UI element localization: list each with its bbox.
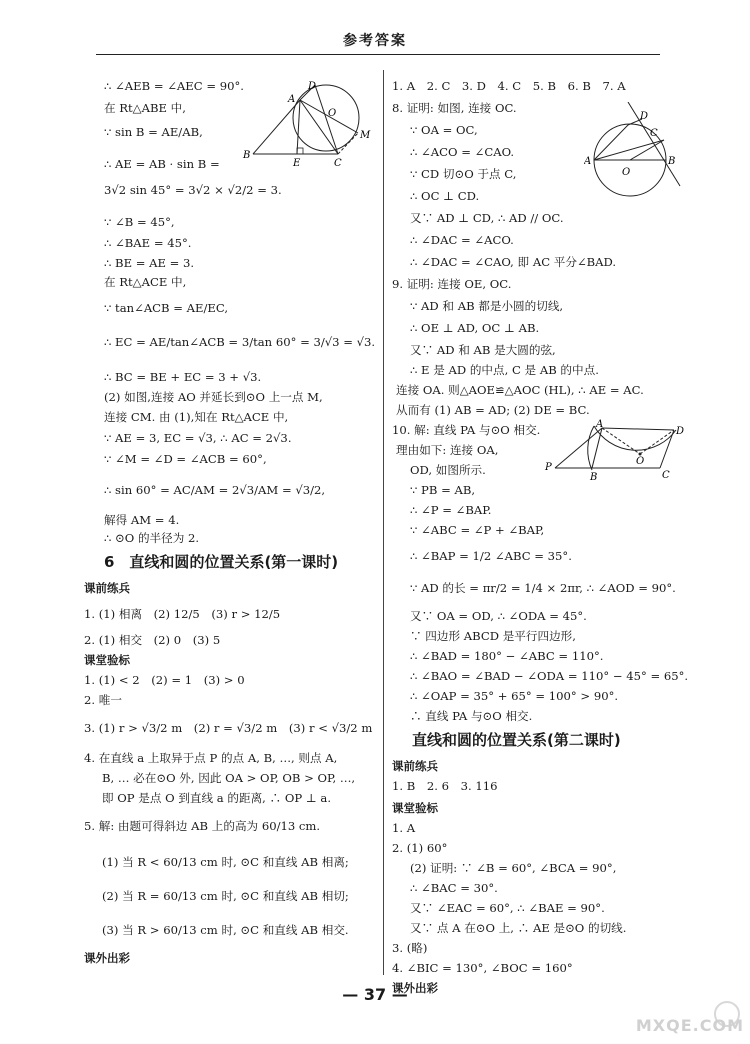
fig2-label-C: C [650,128,658,139]
text-line: 5. 解: 由题可得斜边 AB 上的高为 60/13 cm. [84,819,321,833]
text-line: 10. 解: 直线 PA 与⊙O 相交. [392,423,541,437]
fig1-label-E: E [293,158,301,169]
text-line: 1. B 2. 6 3. 116 [392,779,498,793]
text-line: ∴ ⊙O 的半径为 2. [104,531,200,545]
text-line: ∵ AE = 3, EC = √3, ∴ AC = 2√3. [104,431,292,445]
text-line: ∴ AE = AB · sin B = [104,157,220,171]
fig3-label-D: D [676,426,685,437]
text-line: ∴ ∠DAC = ∠CAO, 即 AC 平分∠BAD. [410,255,617,269]
text-line: B, … 必在⊙O 外, 因此 OA > OP, OB > OP, …, [102,771,356,785]
text-line: 连接 CM. 由 (1),知在 Rt△ACE 中, [104,410,289,424]
text-line: ∵ OA = OC, [410,123,478,137]
text-line: 9. 证明: 连接 OE, OC. [392,277,512,291]
text-line: 又∵ OA = OD, ∴ ∠ODA = 45°. [410,609,587,623]
subsection-label: 课前练兵 [392,759,438,773]
page-number: — 37 — [342,985,408,1004]
text-line: 3. (1) r > √3/2 m (2) r = √3/2 m (3) r < √3/2 m [84,721,373,735]
text-line: 2. 唯一 [84,693,122,707]
text-line: 2. (1) 相交 (2) 0 (3) 5 [84,633,221,647]
text-line: (2) 当 R = 60/13 cm 时, ⊙C 和直线 AB 相切; [102,889,349,903]
text-line: 在 Rt△ACE 中, [104,275,187,289]
text-line: 1. (1) < 2 (2) = 1 (3) > 0 [84,673,245,687]
text-line: (2) 如图,连接 AO 并延长到⊙O 上一点 M, [104,390,323,404]
text-line: ∴ BE = AE = 3. [104,256,195,270]
text-line: ∴ ∠AEB = ∠AEC = 90°. [104,79,244,93]
fig3-label-B: B [590,472,598,482]
text-line: 在 Rt△ABE 中, [104,101,186,115]
column-divider [383,70,384,975]
text-line: 又∵ ∠EAC = 60°, ∴ ∠BAE = 90°. [410,901,605,915]
text-line: ∴ sin 60° = AC/AM = 2√3/AM = √3/2, [104,483,326,497]
text-line: ∴ ∠DAC = ∠ACO. [410,233,514,247]
text-line: 2. (1) 60° [392,841,448,855]
text-line: ∵ AD 和 AB 都是小圆的切线, [410,299,564,313]
figure-triangle-circle [240,80,376,172]
text-line: ∴ EC = AE/tan∠ACB = 3/tan 60° = 3/√3 = √3. [104,335,376,349]
watermark-text: MXQE.COM [635,1016,744,1035]
text-line: (1) 当 R < 60/13 cm 时, ⊙C 和直线 AB 相离; [102,855,349,869]
text-line: 理由如下: 连接 OA, [396,443,499,457]
text-line: ∴ ∠BAP = 1/2 ∠ABC = 35°. [410,549,572,563]
figure-circle-tangent [584,102,684,200]
text-line: ∵ CD 切⊙O 于点 C, [410,167,517,181]
text-line: 又∵ AD ⊥ CD, ∴ AD // OC. [410,211,564,225]
text-line: ∴ ∠BAO = ∠BAD − ∠ODA = 110° − 45° = 65°. [410,669,689,683]
text-line: 连接 OA. 则△AOE≌△AOC (HL), ∴ AE = AC. [396,383,644,397]
fig2-label-A: A [584,156,592,167]
watermark [595,1000,750,1042]
text-line: ∵ 四边形 ABCD 是平行四边形, [410,629,576,643]
text-line: ∴ ∠P = ∠BAP. [410,503,492,517]
page-header: 参考答案 [343,33,407,49]
header-rule [96,54,660,55]
section-title: 直线和圆的位置关系(第二课时) [412,731,621,749]
fig3-label-A: A [596,419,604,430]
text-line: 3. (略) [392,941,428,955]
text-line: ∵ AD 的长 = πr/2 = 1/4 × 2πr, ∴ ∠AOD = 90°. [410,581,676,595]
fig3-label-C: C [662,470,670,481]
subsection-label: 课外出彩 [392,981,438,995]
text-line: ∵ PB = AB, [410,483,476,497]
text-line: 又∵ AD 和 AB 是大圆的弦, [410,343,556,357]
text-line: ∴ BC = BE + EC = 3 + √3. [104,370,262,384]
text-line: ∴ ∠ACO = ∠CAO. [410,145,515,159]
text-line: ∴ ∠BAE = 45°. [104,236,192,250]
text-line: (2) 证明: ∵ ∠B = 60°, ∠BCA = 90°, [410,861,617,875]
subsection-label: 课堂验标 [84,653,130,667]
section-title: 6 直线和圆的位置关系(第一课时) [104,553,339,571]
text-line: 4. ∠BIC = 130°, ∠BOC = 160° [392,961,573,975]
fig1-label-D: D [308,81,317,92]
fig2-label-D: D [640,111,649,122]
fig1-label-A: A [288,94,296,105]
text-line: ∴ 直线 PA 与⊙O 相交. [410,709,533,723]
text-line: ∵ ∠ABC = ∠P + ∠BAP, [410,523,545,537]
text-line: ∵ sin B = AE/AB, [104,125,203,139]
text-line: 1. A 2. C 3. D 4. C 5. B 6. B 7. A [392,79,626,93]
fig1-label-B: B [243,150,251,161]
text-line: (3) 当 R > 60/13 cm 时, ⊙C 和直线 AB 相交. [102,923,349,937]
text-line: 4. 在直线 a 上取异于点 P 的点 A, B, …, 则点 A, [84,751,338,765]
text-line: ∵ ∠B = 45°, [104,215,175,229]
text-line: ∵ ∠M = ∠D = ∠ACB = 60°, [104,452,267,466]
fig3-label-O: O [636,456,645,467]
fig1-label-M: M [360,130,371,141]
text-line: ∴ ∠BAD = 180° − ∠ABC = 110°. [410,649,604,663]
text-line: ∴ OC ⊥ CD. [410,189,480,203]
subsection-label: 课外出彩 [84,951,130,965]
text-line: 3√2 sin 45° = 3√2 × √2/2 = 3. [104,183,282,197]
fig1-label-O: O [328,108,337,119]
subsection-label: 课前练兵 [84,581,130,595]
text-line: 1. A [392,821,416,835]
text-line: ∴ E 是 AD 的中点, C 是 AB 的中点. [410,363,599,377]
text-line: ∴ ∠OAP = 35° + 65° = 100° > 90°. [410,689,619,703]
text-line: 从而有 (1) AB = AD; (2) DE = BC. [396,403,590,417]
fig1-label-C: C [334,158,342,169]
text-line: ∵ tan∠ACB = AE/EC, [104,301,229,315]
text-line: 解得 AM = 4. [104,513,180,527]
text-line: 又∵ 点 A 在⊙O 上, ∴ AE 是⊙O 的切线. [410,921,627,935]
fig3-label-P: P [545,462,552,473]
text-line: 1. (1) 相离 (2) 12/5 (3) r > 12/5 [84,607,281,621]
figure-parallelogram-circle [540,418,685,482]
text-line: OD, 如图所示. [410,463,486,477]
text-line: ∴ ∠BAC = 30°. [410,881,498,895]
text-line: ∴ OE ⊥ AD, OC ⊥ AB. [410,321,540,335]
fig2-label-O: O [622,167,631,178]
fig2-label-B: B [668,156,676,167]
subsection-label: 课堂验标 [392,801,438,815]
text-line: 8. 证明: 如图, 连接 OC. [392,101,517,115]
text-line: 即 OP 是点 O 到直线 a 的距离, ∴ OP ⊥ a. [102,791,332,805]
